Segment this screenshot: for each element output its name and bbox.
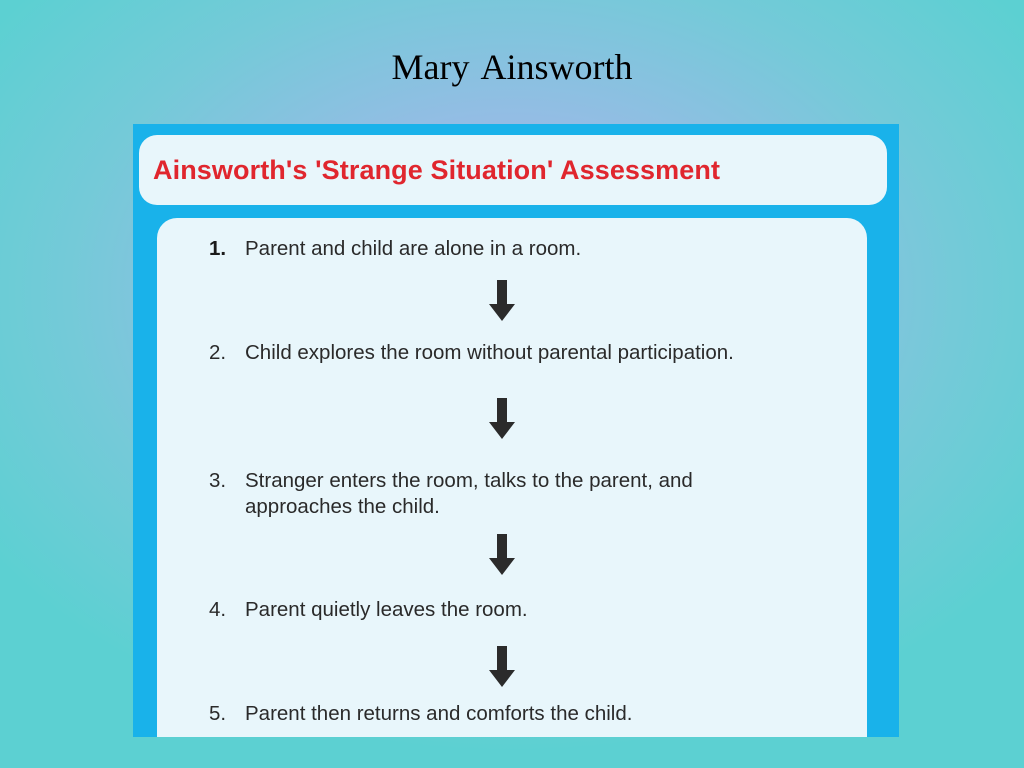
step-1 (209, 236, 809, 262)
arrow-down-icon (488, 280, 516, 322)
step-number: 1. (209, 237, 227, 260)
figure-heading: Ainsworth's 'Strange Situation' Assessment (153, 154, 721, 185)
step-text: Parent quietly leaves the room. (245, 598, 528, 621)
step-number: 2. (209, 341, 227, 364)
step-5 (209, 701, 809, 727)
slide-title: Mary Ainsworth (391, 47, 633, 87)
step-text: Parent and child are alone in a room. (245, 237, 582, 260)
step-text: Parent then returns and comforts the child. (245, 702, 633, 725)
figure-header (139, 135, 887, 205)
arrow-down-icon (488, 398, 516, 440)
step-text: Stranger enters the room, talks to the parent, and approaches the child. (245, 469, 693, 518)
arrow-down-icon (488, 646, 516, 688)
steps-panel (157, 218, 867, 737)
step-4 (209, 597, 809, 623)
step-number: 3. (209, 469, 227, 492)
step-text: Child explores the room without parental participation. (245, 341, 734, 364)
step-3 (209, 468, 809, 520)
strange-situation-figure (133, 124, 899, 737)
step-number: 5. (209, 702, 227, 725)
arrow-down-icon (488, 534, 516, 576)
step-number: 4. (209, 598, 227, 621)
step-2 (209, 340, 809, 366)
